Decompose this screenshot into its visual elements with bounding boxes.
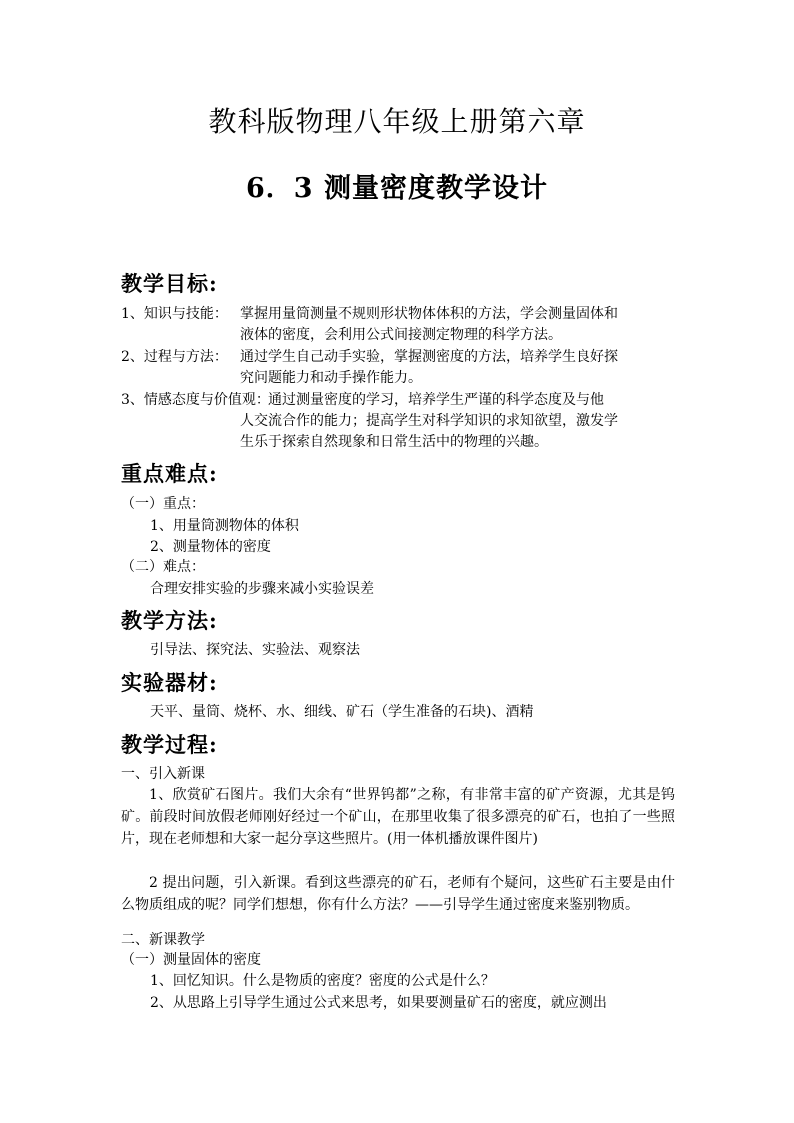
objective-3-line3: 生乐于探索自然现象和日常生活中的物理的兴趣。 [240,434,548,450]
methods-text: 引导法、探究法、实验法、观察法 [150,642,360,658]
part1-paragraph-1: 1、欣赏矿石图片。我们大余有“世界钨都”之称，有非常丰富的矿产资源，尤其是钨矿。前段时间放假老师刚好经过一个矿山，在那里收集了很多漂亮的矿石，也拍了一些照片，现在老师想和大家一起分享这些照片。(用一体机播放课件图片) [121,787,675,847]
objective-1-line1: 掌握用量筒测量不规则形状物体体积的方法，学会测量固体和 [240,306,618,322]
part1-label: 一、引入新课 [121,766,205,782]
objective-3-line2: 人交流合作的能力；提高学生对科学知识的求知欲望，激发学 [240,413,618,429]
part1-paragraph-2: 2 提出问题，引入新课。看到这些漂亮的矿石，老师有个疑问，这些矿石主要是由什么物质组成的呢？同学们想想，你有什么方法？——引导学生通过密度来鉴别物质。 [121,875,675,913]
objective-2-line2: 究问题能力和动手操作能力。 [240,370,422,386]
objective-2-label: 2、过程与方法： [121,349,228,365]
objectives-heading: 教学目标: [121,271,218,296]
difficulty-label: （二）难点： [121,559,205,575]
part2-label: 二、新课教学 [121,932,205,948]
methods-heading: 教学方法: [121,608,218,633]
part2-sub1: （一）测量固体的密度 [121,952,261,968]
objective-1-label: 1、知识与技能： [121,306,228,322]
focus-item-2: 2、测量物体的密度 [150,539,271,555]
document-title: 教科版物理八年级上册第六章 [208,105,586,138]
focus-item-1: 1、用量筒测物体的体积 [150,518,299,534]
objective-3-line1: 通过测量密度的学习，培养学生严谨的科学态度及与他 [268,392,604,408]
part2-item-1: 1、回忆知识。什么是物质的密度？密度的公式是什么？ [150,973,495,989]
document-subtitle: 6．3 测量密度教学设计 [246,173,548,204]
focus-label: （一）重点： [121,496,205,512]
objective-3-label: 3、情感态度与价值观： [121,392,270,408]
key-points-heading: 重点难点: [121,461,218,486]
difficulty-item: 合理安排实验的步骤来减小实验误差 [150,581,374,597]
equipment-heading: 实验器材: [121,670,218,695]
objective-1-line2: 液体的密度，会利用公式间接测定物理的科学方法。 [240,327,562,343]
part2-item-2: 2、从思路上引导学生通过公式来思考，如果要测量矿石的密度，就应测出 [150,995,607,1011]
equipment-text: 天平、量筒、烧杯、水、细线、矿石（学生准备的石块)、酒精 [150,704,534,720]
objective-2-line1: 通过学生自己动手实验，掌握测密度的方法，培养学生良好探 [240,349,618,365]
process-heading: 教学过程: [121,732,218,757]
